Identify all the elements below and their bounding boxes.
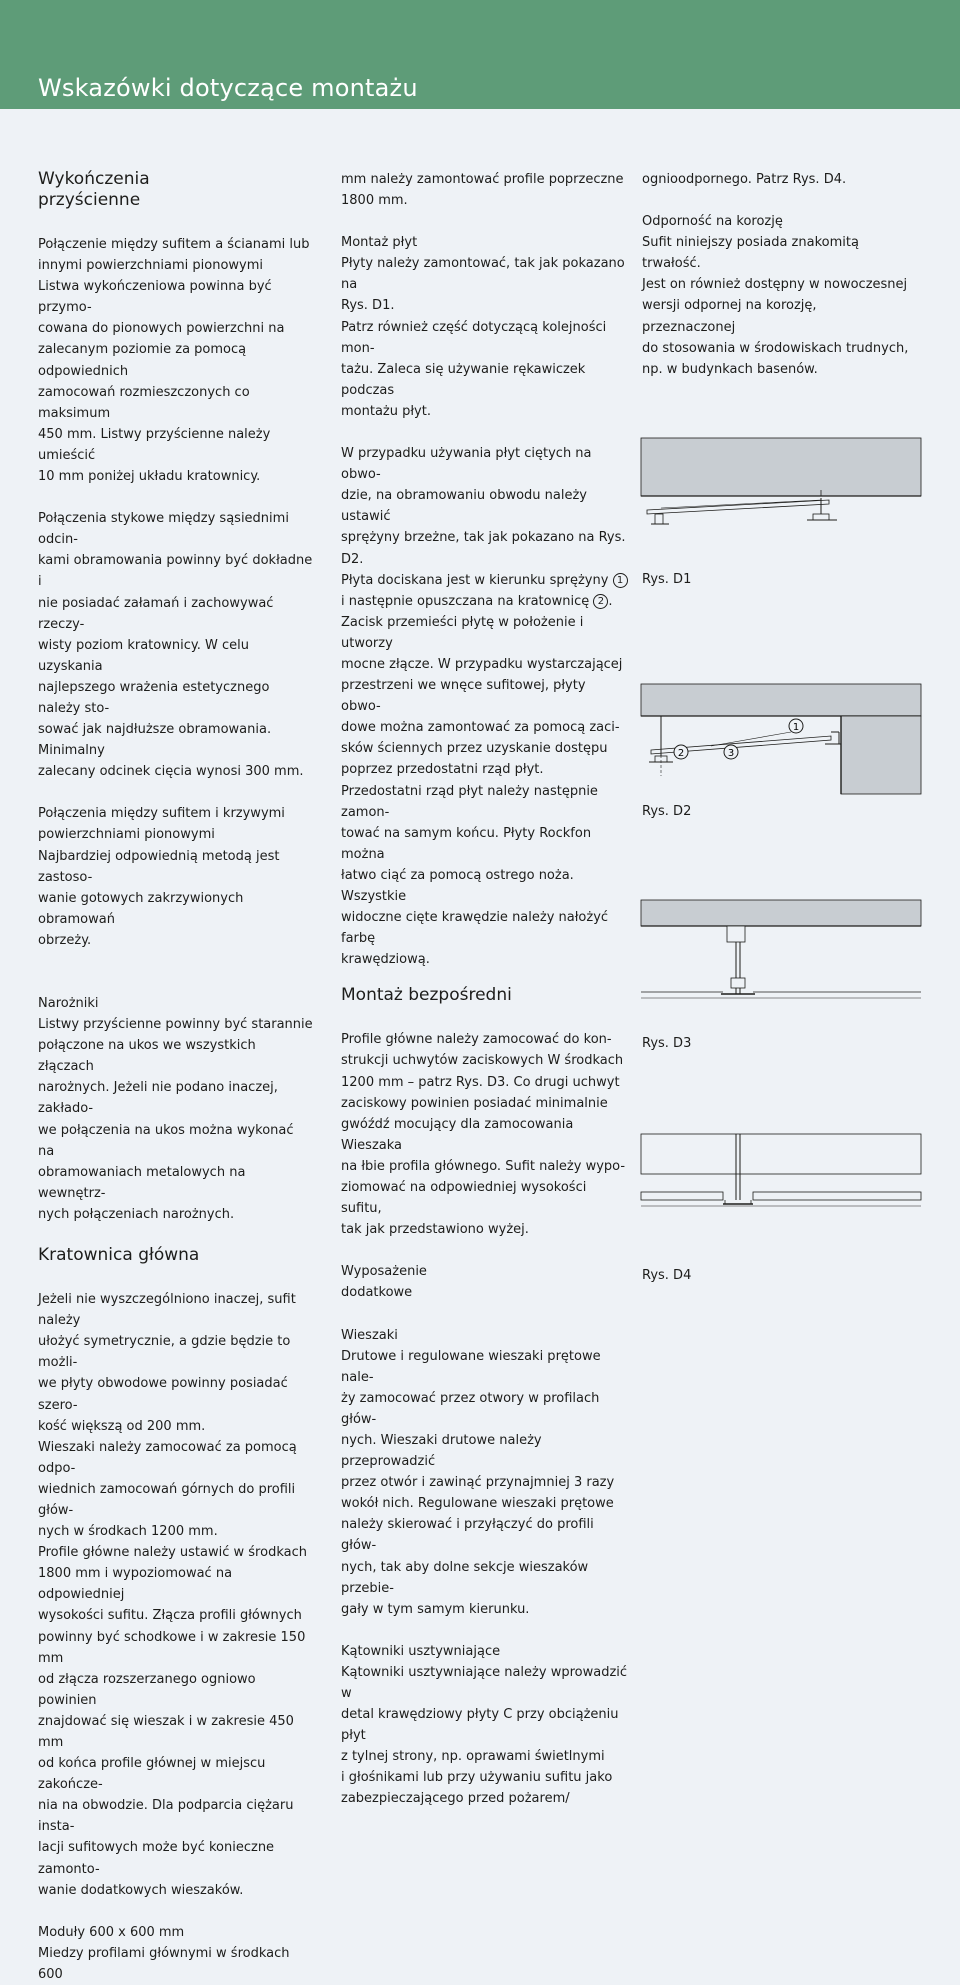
figure-d1 xyxy=(641,438,921,530)
text-line: nych, tak aby dolne sekcje wieszaków przebie- xyxy=(341,1559,589,1596)
figure-d4 xyxy=(641,1134,921,1254)
subheading-krzywe-powierzchnie: Połączenia między sufitem i krzywymi powierzchniami pionowymi xyxy=(38,806,285,843)
text-line: nych w środkach 1200 mm. xyxy=(38,1524,218,1540)
subheading-katowniki: Kątowniki usztywniające xyxy=(341,1643,501,1659)
text-line: Profile główne należy zamocować do kon- xyxy=(341,1032,612,1048)
subheading-polaczenie-scianami: Połączenie między sufitem a ścianami lub innymi powierzchniami pionowymi xyxy=(38,237,310,274)
text-line: ży zamocować przez otwory w profilach głów- xyxy=(341,1390,600,1427)
paragraph xyxy=(341,169,628,211)
text-line: detal krawędziowy płyty C przy obciążeniu płyt xyxy=(341,1707,619,1744)
text-line: znajdować się wieszak i w zakresie 450 mm xyxy=(38,1713,294,1750)
text-line: najlepszego wrażenia estetycznego należy sto- xyxy=(38,679,270,716)
text-line: nych połączeniach narożnych. xyxy=(38,1206,235,1222)
text-line: nia na obwodzie. Dla podparcia ciężaru insta- xyxy=(38,1798,294,1835)
text-line: tak jak przedstawiono wyżej. xyxy=(341,1222,529,1238)
paragraph xyxy=(341,612,628,971)
text-line: Wieszaki należy zamocować za pomocą odpo- xyxy=(38,1439,297,1476)
subheading-moduly: Moduły 600 x 600 mm xyxy=(38,1924,185,1940)
text-line: 10 mm poniżej układu kratownicy. xyxy=(38,469,261,485)
text-line: powinny być schodkowe i w zakresie 150 mm xyxy=(38,1629,306,1666)
text-line: obramowaniach metalowych na wewnętrz- xyxy=(38,1164,246,1201)
figure-d1-drawing xyxy=(641,438,921,530)
figure-d2 xyxy=(641,684,921,794)
text-line: strukcji uchwytów zaciskowych W środkach xyxy=(341,1053,624,1069)
figure-d2-drawing xyxy=(641,684,921,794)
paragraph xyxy=(341,1346,628,1620)
text-line: do stosowania w środowiskach trudnych, xyxy=(642,340,909,356)
text-line: obrzeży. xyxy=(38,932,92,948)
text-line: nie posiadać załamań i zachowywać rzeczy- xyxy=(38,595,274,632)
text-line: Najbardziej odpowiednią metodą jest zastoso- xyxy=(38,848,280,885)
text-line: Połączenia stykowe między sąsiednimi odcin- xyxy=(38,511,289,548)
paragraph xyxy=(38,508,313,782)
heading-wykonczenia: Wykończenia przyścienne xyxy=(38,169,150,210)
column-left xyxy=(38,169,313,1985)
text-line: gwóźdź mocujący dla zamocowania Wieszaka xyxy=(341,1116,574,1153)
text-line: Zacisk przemieści płytę w położenie i utworzy xyxy=(341,614,584,651)
text-line: zaciskowy powinien posiadać minimalnie xyxy=(341,1095,608,1111)
paragraph xyxy=(642,169,910,190)
marker-2: 2 xyxy=(593,594,608,609)
text-line: należy skierować i przyłączyć do profili głów- xyxy=(341,1517,594,1554)
figure-d2-marker-2: 2 xyxy=(677,748,685,759)
text-line: sować jak najdłuższe obramowania. Minimalny xyxy=(38,722,272,759)
text-line: zalecanym poziomie za pomocą odpowiednich xyxy=(38,342,247,379)
text-line: nych. Wieszaki drutowe należy przeprowadzić xyxy=(341,1432,542,1470)
text-line: 1200 mm – patrz Rys. D3. Co drugi uchwyt xyxy=(341,1074,620,1090)
text-line: Sufit niniejszy posiada znakomitą trwałość. xyxy=(642,235,859,272)
paragraph xyxy=(341,1029,628,1240)
text-line: dowe można zamontować za pomocą zaci- xyxy=(341,720,620,736)
paragraph xyxy=(38,276,313,487)
paragraph-line: Płyta dociskana jest w kierunku sprężyny 1 xyxy=(341,570,628,591)
text-line: mm należy zamontować profile poprzeczne xyxy=(341,172,624,187)
text-line: sków ściennych przez uzyskanie dostępu xyxy=(341,741,608,757)
subheading-wyposazenie: Wyposażenie dodatkowe xyxy=(341,1264,427,1301)
paragraph xyxy=(341,253,628,422)
text-line: narożnych. Jeżeli nie podano inaczej, zakłado- xyxy=(38,1080,278,1117)
text-line: kość większą od 200 mm. xyxy=(38,1418,206,1434)
text-line: i głośnikami lub przy używaniu sufitu jako xyxy=(341,1770,613,1786)
marker-1: 1 xyxy=(613,573,628,588)
text-line: połączone na ukos we wszystkich złączach xyxy=(38,1038,256,1075)
text-line: 1800 mm i wypoziomować na odpowiedniej xyxy=(38,1566,233,1603)
text-line: Jeżeli nie wyszczególniono inaczej, sufit należy xyxy=(38,1292,296,1329)
paragraph xyxy=(642,232,910,380)
text-line: poprzez przedostatni rząd płyt. xyxy=(341,762,544,778)
text-line: 1800 mm. xyxy=(341,193,408,209)
text-line: wanie gotowych zakrzywionych obramowań xyxy=(38,890,244,927)
text-line: wanie dodatkowych wieszaków. xyxy=(38,1882,244,1898)
text-line: na łbie profila głównego. Sufit należy wypo- xyxy=(341,1158,626,1174)
text-line: Drutowe i regulowane wieszaki prętowe nale- xyxy=(341,1348,601,1385)
caption-d3: Rys. D3 xyxy=(642,1036,692,1051)
column-middle xyxy=(341,169,628,1810)
text-line: wokół nich. Regulowane wieszaki prętowe xyxy=(341,1496,614,1512)
text-line: np. w budynkach basenów. xyxy=(642,361,818,377)
text-line: gały w tym samym kierunku. xyxy=(341,1601,530,1617)
text-line: ognioodpornego. Patrz Rys. D4. xyxy=(642,172,847,187)
text-line: sprężyny brzeżne, tak jak pokazano na Rys. D2. xyxy=(341,530,626,567)
figure-d3-drawing xyxy=(641,900,921,1020)
paragraph xyxy=(38,846,313,951)
subheading-odpornosc: Odporność na korozję xyxy=(642,214,783,230)
text-line: lacji sufitowych może być konieczne zamonto- xyxy=(38,1840,275,1877)
text-line: Miedzy profilami głównymi w środkach 600 xyxy=(38,1945,290,1982)
text-line: zamocowań rozmieszczonych co maksimum xyxy=(38,384,250,421)
text-line: krawędziową. xyxy=(341,952,430,968)
text-line: cowana do pionowych powierzchni na xyxy=(38,321,285,337)
caption-d4: Rys. D4 xyxy=(642,1268,692,1283)
text-line: W przypadku używania płyt ciętych na obwo- xyxy=(341,446,592,483)
text-line: kami obramowania powinny być dokładne i xyxy=(38,553,313,590)
text-line: Rys. D1. xyxy=(341,298,395,314)
page-title: Wskazówki dotyczące montażu xyxy=(38,74,418,102)
heading-kratownica-glowna: Kratownica główna xyxy=(38,1245,200,1266)
figure-d2-marker-3: 3 xyxy=(727,748,735,759)
subheading-montaz-plyt: Montaż płyt xyxy=(341,235,418,251)
text-line: we płyty obwodowe powinny posiadać szero- xyxy=(38,1376,288,1413)
text-line: mocne złącze. W przypadku wystarczającej xyxy=(341,656,623,672)
text-line: wysokości sufitu. Złącza profili głównych xyxy=(38,1608,302,1624)
text-line: od złącza rozszerzanego ogniowo powinien xyxy=(38,1671,256,1708)
text-line: tażu. Zaleca się używanie rękawiczek podczas xyxy=(341,361,586,398)
paragraph-line: i następnie opuszczana na kratownicę 2 . xyxy=(341,593,613,609)
text-line: Listwa wykończeniowa powinna być przymo- xyxy=(38,279,272,316)
paragraph xyxy=(341,1662,628,1810)
text-line: przestrzeni we wnęce sufitowej, płyty obwo- xyxy=(341,678,586,715)
paragraph xyxy=(38,1014,313,1225)
text-line: łatwo ciąć za pomocą ostrego noża. Wszystkie xyxy=(341,867,574,904)
text-line: przez otwór i zawinąć przynajmniej 3 razy xyxy=(341,1475,615,1491)
text-line: Listwy przyścienne powinny być starannie xyxy=(38,1017,313,1033)
text-line: dzie, na obramowaniu obwodu należy ustawić xyxy=(341,488,587,525)
caption-d2: Rys. D2 xyxy=(642,804,692,819)
text-line: ułożyć symetrycznie, a gdzie będzie to możli- xyxy=(38,1334,291,1371)
subheading-wieszaki: Wieszaki xyxy=(341,1327,398,1343)
figure-d3 xyxy=(641,900,921,1020)
text-line: z tylnej strony, np. oprawami świetlnymi xyxy=(341,1749,605,1765)
text-line: we połączenia na ukos można wykonać na xyxy=(38,1122,294,1159)
paragraph xyxy=(38,1289,313,1901)
text-line: od końca profile głównej w miejscu zakończe- xyxy=(38,1756,266,1793)
text-line: Przedostatni rząd płyt należy następnie zamon- xyxy=(341,783,598,820)
heading-montaz-bezposredni: Montaż bezpośredni xyxy=(341,985,512,1006)
paragraph xyxy=(38,1943,313,1985)
caption-d1: Rys. D1 xyxy=(642,572,692,587)
text-line: wisty poziom kratownicy. W celu uzyskania xyxy=(38,637,249,674)
text-line: montażu płyt. xyxy=(341,403,431,419)
subheading-narozniki: Narożniki xyxy=(38,996,99,1011)
text-line: zabezpieczającego przed pożarem/ xyxy=(341,1791,570,1807)
text-line: Jest on również dostępny w nowoczesnej xyxy=(642,277,908,293)
text-line: wiednich zamocowań górnych do profili głów- xyxy=(38,1481,296,1518)
text-line: widoczne cięte krawędzie należy nałożyć farbę xyxy=(341,910,609,947)
text-line: tować na samym końcu. Płyty Rockfon można xyxy=(341,825,592,862)
text-line: Patrz również część dotyczącą kolejności mon- xyxy=(341,319,607,356)
figure-d4-drawing xyxy=(641,1134,921,1254)
page-header xyxy=(0,0,960,109)
paragraph xyxy=(341,443,628,570)
column-right xyxy=(642,169,910,380)
figure-d2-marker-1: 1 xyxy=(792,722,800,733)
text-line: Kątowniki usztywniające należy wprowadzić w xyxy=(341,1664,628,1701)
text-line: wersji odpornej na korozję, przeznaczonej xyxy=(642,298,817,335)
text-line: Profile główne należy ustawić w środkach xyxy=(38,1545,307,1561)
text-line: 450 mm. Listwy przyścienne należy umieścić xyxy=(38,426,271,463)
text-line: zalecany odcinek cięcia wynosi 300 mm. xyxy=(38,764,304,780)
text-line: Płyty należy zamontować, tak jak pokazano na xyxy=(341,256,625,293)
text-line: ziomować na odpowiedniej wysokości sufitu, xyxy=(341,1180,587,1217)
